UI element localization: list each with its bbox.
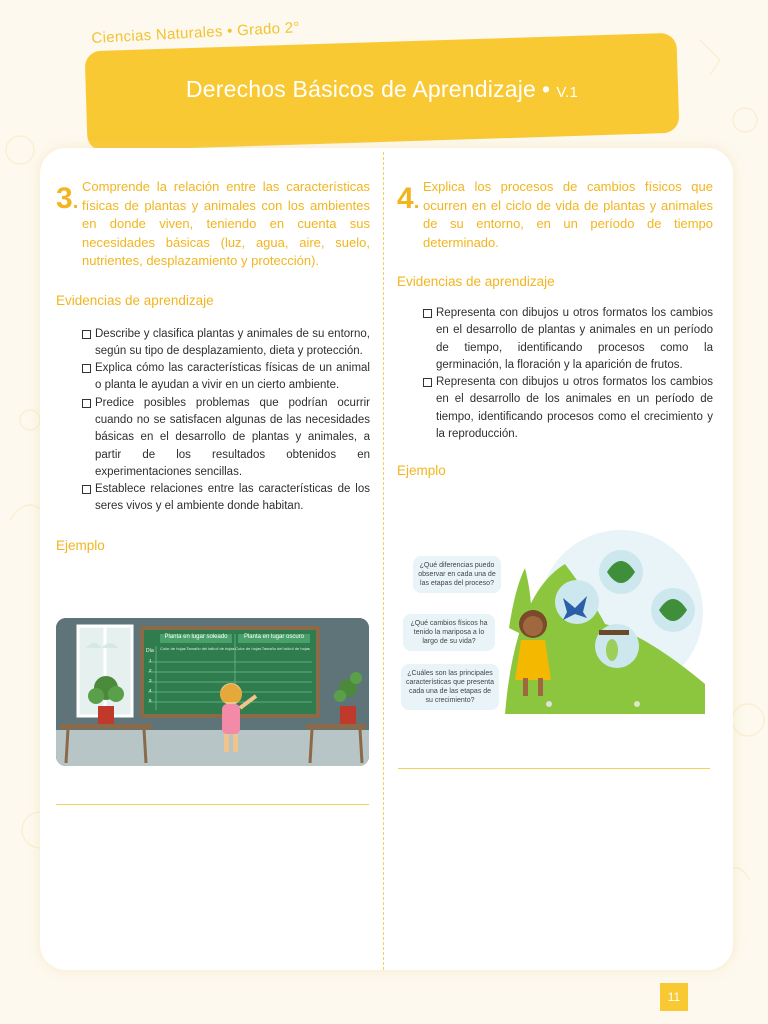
life-cycle-illustration bbox=[399, 528, 711, 724]
board-days: 1 2 3 4 5 bbox=[149, 658, 152, 703]
classroom-illustration bbox=[56, 618, 369, 766]
evidence-item: Representa con dibujos u otros formatos los cambios en el desarrollo de plantas y animales en un período de tiempo, identificando procesos como la germinación, la floración y la aparición de frutos. bbox=[423, 305, 713, 374]
evidence-item: Describe y clasifica plantas y animales de su entorno, según su tipo de desplazamiento, dieta y protección. bbox=[82, 326, 370, 361]
standard-description: Explica los procesos de cambios físicos que ocurren en el ciclo de vida de plantas y animales de su entorno, en un período de tiempo determinado. bbox=[423, 179, 713, 250]
checkbox-icon bbox=[82, 364, 91, 373]
example-title: Ejemplo bbox=[56, 537, 105, 553]
left-bottom-rule bbox=[56, 804, 369, 805]
page-title-text: Derechos Básicos de Aprendizaje bbox=[185, 76, 537, 102]
board-col2-title: Planta en lugar oscuro bbox=[243, 634, 305, 640]
evidence-item: Establece relaciones entre las características de los seres vivos y el ambiente donde habitan. bbox=[82, 481, 370, 516]
standard-number bbox=[56, 184, 78, 214]
evidence-item: Representa con dibujos u otros formatos los cambios en el desarrollo de los animales en un período de tiempo, identificando procesos como el crecimiento y la reproducción. bbox=[423, 374, 713, 443]
checkbox-icon bbox=[82, 330, 91, 339]
evidence-list bbox=[56, 326, 370, 516]
evidence-list bbox=[397, 305, 713, 443]
standard-description: Comprende la relación entre las características físicas de plantas y animales con los ambientes en donde viven, teniendo en cuenta sus necesidades básicas (luz, agua, aire, suelo, nutrientes, desplazamiento y protección). bbox=[82, 179, 370, 268]
checkbox-icon bbox=[82, 399, 91, 408]
left-column bbox=[56, 178, 370, 553]
standard-3 bbox=[56, 178, 370, 271]
board-col1-title: Planta en lugar soleado bbox=[164, 634, 228, 640]
standard-number-digit: 3 bbox=[56, 182, 73, 215]
page-number: 11 bbox=[660, 983, 688, 1011]
board-subheaders: Color de hojas Tamaño del tallo # de hojas Color de hojas Tamaño del tallo # de hojas bbox=[160, 646, 310, 651]
question-bubble: ¿Qué diferencias puedo observar en cada una de las etapas del proceso? bbox=[413, 556, 501, 593]
standard-number-dot: . bbox=[72, 191, 79, 213]
evidence-title: Evidencias de aprendizaje bbox=[56, 292, 214, 308]
page-title bbox=[86, 76, 678, 103]
standard-number-digit: 4 bbox=[397, 182, 414, 215]
question-bubble: ¿Cuáles son las principales características que presenta cada una de las etapas de su crecimiento? bbox=[401, 664, 499, 710]
right-bottom-rule bbox=[398, 768, 710, 769]
checkbox-icon bbox=[423, 309, 432, 318]
question-bubble: ¿Qué cambios físicos ha tenido la mariposa a lo largo de su vida? bbox=[403, 614, 495, 651]
evidence-item: Predice posibles problemas que podrían ocurrir cuando no se satisfacen algunas de las necesidades básicas en el desarrollo de plantas y animales, a partir de los resultados obtenidos en experimentaciones sencillas. bbox=[82, 395, 370, 481]
version-label: V.1 bbox=[556, 84, 579, 101]
classroom-drawing bbox=[56, 618, 369, 766]
evidence-item: Explica cómo las características físicas de un animal o planta le ayudan a vivir en un cierto ambiente. bbox=[82, 360, 370, 395]
example-title: Ejemplo bbox=[397, 463, 446, 479]
standard-number bbox=[397, 184, 419, 214]
evidence-title: Evidencias de aprendizaje bbox=[397, 274, 555, 289]
title-bullet: • bbox=[542, 76, 551, 102]
standard-4 bbox=[397, 178, 713, 252]
board-row-label: Día bbox=[146, 648, 154, 654]
checkbox-icon bbox=[82, 485, 91, 494]
right-column bbox=[397, 178, 713, 478]
standard-number-dot: . bbox=[413, 191, 420, 213]
checkbox-icon bbox=[423, 378, 432, 387]
column-divider bbox=[383, 152, 384, 970]
subject-label: Ciencias Naturales • Grado 2° bbox=[91, 19, 301, 47]
